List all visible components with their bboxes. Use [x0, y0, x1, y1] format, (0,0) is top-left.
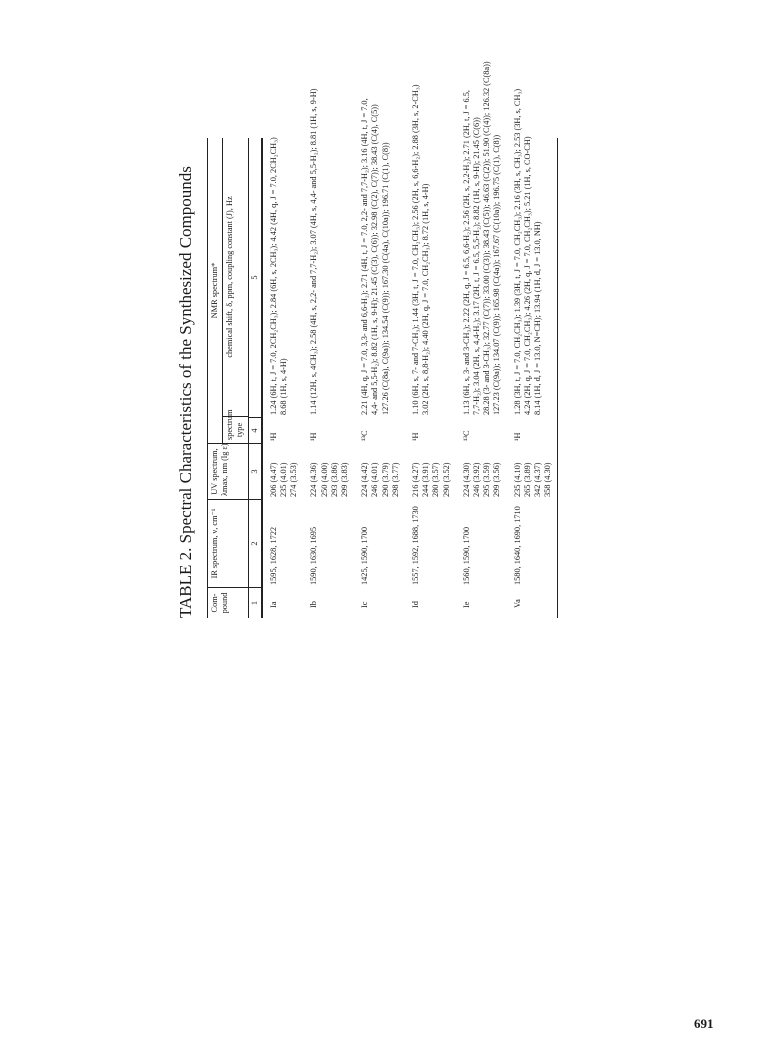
uv-cell: 224 (4.36) 250 (4.00) 293 (3.86) 299 (3.83): [309, 462, 350, 497]
header-ir: IR spectrum, ν, cm⁻¹: [208, 500, 248, 588]
ir-cell: 1595, 1628, 1722: [268, 526, 278, 585]
uv-cell: 235 (4.10) 265 (3.89) 342 (4.37) 358 (4.30): [512, 462, 553, 497]
header-nmr-group: [208, 138, 248, 444]
ir-cell: 1557, 1592, 1688, 1730: [411, 506, 421, 585]
nmr-cell: 1.13 (6H, s, 3- and 3-CH₃); 2.22 (2H, q, J = 6.5, 6,6-H₂); 2.56 (2H, s, 2,2-H₂); 2.71 (2H, t, J = 6.5, 7,7-H₂); 3.04 (2H, s, 4,4-H₂); 3.17 (2H, t, J = 6.5, 5,5-H₂); 8.82 (1H, s, 9-H); 21.45 (C(6)) 28.28 (3- and 3-CH₃); 32.77 (C(7)); 33.00 (C(3)); 38.43 (C(5)); 46.63 (C(2)); 51.90 (C(4)); 126.32 (C(8a)) 127.23 (C(9a)); 134.07 (C(9)); 165.98 (C(4a)); 167.67 (C(10a)); 196.75 (C(1), C(8)): [461, 61, 502, 415]
ir-cell: 1425, 1590, 1700: [360, 526, 370, 585]
spectral-table: [207, 61, 558, 618]
table-row: [456, 61, 507, 618]
compound-cell: Va: [512, 599, 522, 608]
table-row: [263, 138, 304, 618]
table-row: [354, 98, 405, 618]
nmr-cell: 1.14 (12H, s, 4CH₃); 2.58 (4H, s, 2,2- and 7,7-H₂); 3.07 (4H, s, 4,4- and 5,5-H₂); 8.81 (1H, s, 9-H): [309, 88, 319, 415]
page-number: 691: [694, 1016, 714, 1031]
table-row: [303, 88, 354, 618]
nmr-cell: 1.10 (6H, s, 7- and 7-CH₃); 1.44 (3H, t, J = 7.0, CH₂CH₃); 2.56 (2H, s, 6,6-H₂); 2.88 (3H, s, 2-CH₃) 3.02 (2H, s, 8,8-H₂); 4.40 (2H, q, J = 7.0, CH₂CH₃); 8.72 (1H, s, 4-H): [411, 84, 431, 415]
nmr-cell: 1.24 (6H, t, J = 7.0, 2CH₂CH₃); 2.84 (6H, s, 2CH₃); 4.42 (4H, q, J = 7.0, 2CH₂CH₃) 8.68 (1H, s, 4-H): [268, 137, 289, 415]
ir-cell: 1560, 1590, 1700: [461, 526, 471, 585]
header-nmr: NMR spectrum*: [208, 138, 223, 443]
compound-cell: Ib: [309, 601, 319, 608]
ir-cell: 1590, 1630, 1695: [309, 526, 319, 585]
uv-cell: 224 (4.30) 246 (3.92) 295 (3.59) 299 (3.56): [461, 462, 502, 497]
compound-cell: Ie: [461, 601, 471, 608]
header-chemical-shift: chemical shift, δ, ppm, coupling constant (J), Hz: [223, 138, 247, 417]
header-spectrum-type: spectrum type: [225, 409, 245, 440]
uv-cell: 216 (4.27) 244 (3.91) 280 (3.57) 290 (3.52): [411, 462, 451, 497]
ir-cell: 1580, 1640, 1690, 1710: [512, 506, 522, 585]
column-number: 3: [249, 444, 261, 500]
spectrum-type-cell: ¹H: [512, 432, 522, 441]
spectrum-type-cell: ¹H: [309, 432, 319, 441]
spectrum-type-cell: ¹H: [411, 432, 421, 441]
column-number-row: [248, 138, 262, 618]
nmr-cell: 2.21 (4H, q, J = 7.0, 3,3- and 6,6-H₂); 2.71 (4H, t, J = 7.0, 2,2- and 7,7-H₂); 3.16 (4H, t, J = 7.0, 4,4- and 5,5-H₂); 8.82 (1H, s, 9-H); 21.45 (C(3), C(6)); 32.98 (C(2), C(7)); 38.43 (C(4), C(5)) 127.26 (C(8a), C(9a)); 134.54 (C(9)); 167.30 (C(4a), C(10a)); 196.71 (C(1), C(8)): [360, 98, 390, 415]
spectrum-type-cell: ¹³C: [461, 430, 471, 441]
uv-cell: 206 (4.47) 235 (4.01) 274 (3.53): [268, 462, 299, 497]
table-row: [507, 88, 558, 618]
compound-cell: Ia: [268, 601, 278, 608]
table-header: [208, 138, 263, 618]
column-number: 5: [249, 138, 261, 418]
compound-cell: Ic: [360, 601, 370, 608]
table-row: [405, 84, 456, 618]
table-title: TABLE 2. Spectral Characteristics of the Synthesized Compounds: [176, 166, 195, 618]
column-number: 4: [249, 418, 261, 444]
compound-cell: Id: [411, 601, 421, 608]
nmr-cell: 1.28 (3H, t, J = 7.0, CH₂CH₃); 1.39 (3H, t, J = 7.0, CH₂CH₃); 2.16 (3H, s, CH₃); 2.53 (3H, s, CH₃) 4.24 (2H, q, J = 7.0, CH₂CH₃); 4.26 (2H, q, J = 7.0, CH₂CH₃); 5.21 (1H, s, CO-CH) 8.14 (1H, d, J = 13.0, N=CH); 13.94 (1H, d, J = 13.0, NH): [512, 88, 543, 415]
spectrum-type-cell: ¹H: [268, 432, 278, 441]
uv-cell: 224 (4.42) 246 (4.01) 290 (3.79) 298 (3.77): [360, 462, 400, 497]
column-number: 2: [249, 500, 261, 588]
header-uv: UV spectrum, λmax, nm (lg ε): [208, 444, 248, 500]
spectrum-type-cell: ¹³C: [360, 430, 370, 441]
rotated-table-block: [175, 61, 768, 618]
header-compound: Com- pound: [210, 592, 230, 614]
column-number: 1: [249, 600, 259, 606]
